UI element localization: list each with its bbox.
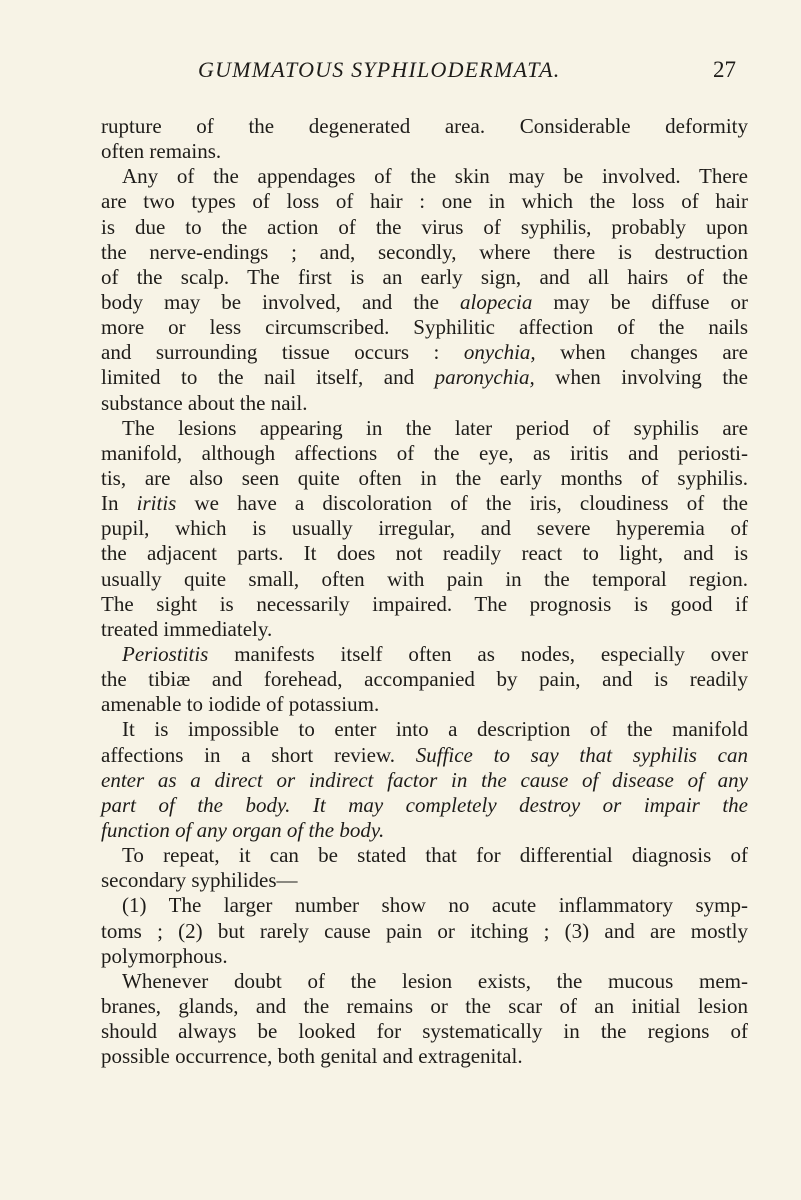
text-segment: the tibiæ and forehead, accompanied by pain, and is readily: [101, 667, 748, 692]
text-segment: (1) The larger number show no acute inflammatory symp-: [122, 893, 748, 918]
italic-text: enter as a direct or indirect factor in the cause of disease of any: [101, 767, 748, 792]
text-segment: The sight is necessarily impaired. The prognosis is good if: [101, 591, 748, 616]
text-segment: is due to the action of the virus of syphilis, probably upon: [101, 214, 748, 239]
text-line: [101, 592, 748, 617]
text-line: [101, 265, 748, 290]
text-line: [101, 466, 748, 491]
text-line: [101, 290, 748, 315]
text-line: [101, 717, 748, 742]
text-segment: and surrounding tissue occurs :: [101, 340, 464, 365]
text-segment: when involving the: [534, 365, 748, 390]
text-segment: the adjacent parts. It does not readily react to light, and is: [101, 541, 748, 566]
text-line: [101, 667, 748, 692]
italic-text: Suffice to say that syphilis can: [415, 742, 748, 767]
text-line: [101, 994, 748, 1019]
text-segment: body may be involved, and the: [101, 289, 461, 314]
text-line: [101, 843, 748, 868]
text-line: [101, 692, 748, 717]
text-segment: It is impossible to enter into a description of the manifold: [122, 717, 748, 742]
text-line: [101, 567, 748, 592]
text-line: [101, 617, 748, 642]
text-segment: polymorphous.: [101, 943, 228, 968]
italic-text: function of any organ of the body.: [101, 817, 385, 842]
text-segment: the nerve-endings ; and, secondly, where there is destruction: [101, 239, 748, 264]
text-line: [101, 391, 748, 416]
italic-text: paronychia,: [434, 365, 535, 390]
text-line: [101, 1019, 748, 1044]
running-title: GUMMATOUS SYPHILODERMATA.: [198, 57, 561, 82]
text-line: [101, 793, 748, 818]
text-segment: In: [101, 491, 137, 516]
italic-text: part of the body. It may completely destroy or impair the: [101, 792, 748, 817]
text-line: [101, 139, 748, 164]
text-segment: when changes are: [535, 340, 748, 365]
text-segment: toms ; (2) but rarely cause pain or itching ; (3) and are mostly: [101, 918, 748, 943]
text-segment: rupture of the degenerated area. Considerable deformity: [101, 114, 748, 138]
text-line: [101, 919, 748, 944]
text-segment: secondary syphilides—: [101, 868, 298, 893]
text-line: [101, 944, 748, 969]
text-segment: usually quite small, often with pain in the temporal region.: [101, 566, 748, 591]
text-segment: more or less circumscribed. Syphilitic affection of the nails: [101, 315, 748, 340]
running-head: [0, 57, 801, 87]
text-line: [101, 743, 748, 768]
text-segment: treated immediately.: [101, 616, 273, 641]
text-line: [101, 491, 748, 516]
text-segment: may be diffuse or: [532, 289, 748, 314]
text-segment: are two types of loss of hair : one in which the loss of hair: [101, 189, 748, 214]
italic-text: iritis: [136, 491, 177, 516]
text-line: [101, 768, 748, 793]
page-number: 27: [713, 57, 736, 82]
text-line: [101, 516, 748, 541]
text-line: [101, 416, 748, 441]
text-line: [101, 114, 748, 139]
text-line: [101, 340, 748, 365]
italic-text: onychia,: [463, 340, 536, 365]
text-line: [101, 365, 748, 390]
text-line: [101, 164, 748, 189]
text-segment: often remains.: [101, 139, 222, 164]
text-segment: Any of the appendages of the skin may be involved. There: [122, 164, 748, 189]
text-segment: manifests itself often as nodes, especially over: [208, 641, 748, 666]
text-segment: tis, are also seen quite often in the early months of syphilis.: [101, 465, 748, 490]
text-line: [101, 189, 748, 214]
italic-text: alopecia: [460, 289, 533, 314]
italic-text: Periostitis: [122, 641, 209, 666]
text-segment: should always be looked for systematically in the regions of: [101, 1019, 748, 1044]
text-segment: amenable to iodide of potassium.: [101, 692, 380, 717]
text-line: [101, 868, 748, 893]
text-segment: possible occurrence, both genital and extragenital.: [101, 1044, 523, 1069]
text-segment: pupil, which is usually irregular, and severe hyperemia of: [101, 516, 748, 541]
text-line: [101, 642, 748, 667]
text-line: [101, 240, 748, 265]
text-line: [101, 541, 748, 566]
body-text: [101, 114, 748, 1069]
text-segment: substance about the nail.: [101, 390, 308, 415]
text-segment: To repeat, it can be stated that for differential diagnosis of: [122, 843, 748, 868]
text-line: [101, 215, 748, 240]
text-segment: of the scalp. The first is an early sign, and all hairs of the: [101, 264, 748, 289]
text-segment: The lesions appearing in the later period of syphilis are: [122, 415, 748, 440]
text-line: [101, 315, 748, 340]
text-line: [101, 1044, 748, 1069]
text-segment: branes, glands, and the remains or the scar of an initial lesion: [101, 993, 748, 1018]
text-segment: manifold, although affections of the eye, as iritis and periosti-: [101, 440, 748, 465]
text-line: [101, 893, 748, 918]
text-line: [101, 969, 748, 994]
text-segment: affections in a short review.: [101, 742, 416, 767]
text-segment: we have a discoloration of the iris, cloudiness of the: [176, 491, 748, 516]
text-segment: Whenever doubt of the lesion exists, the mucous mem-: [122, 968, 748, 993]
text-line: [101, 441, 748, 466]
text-line: [101, 818, 748, 843]
text-segment: limited to the nail itself, and: [101, 365, 435, 390]
